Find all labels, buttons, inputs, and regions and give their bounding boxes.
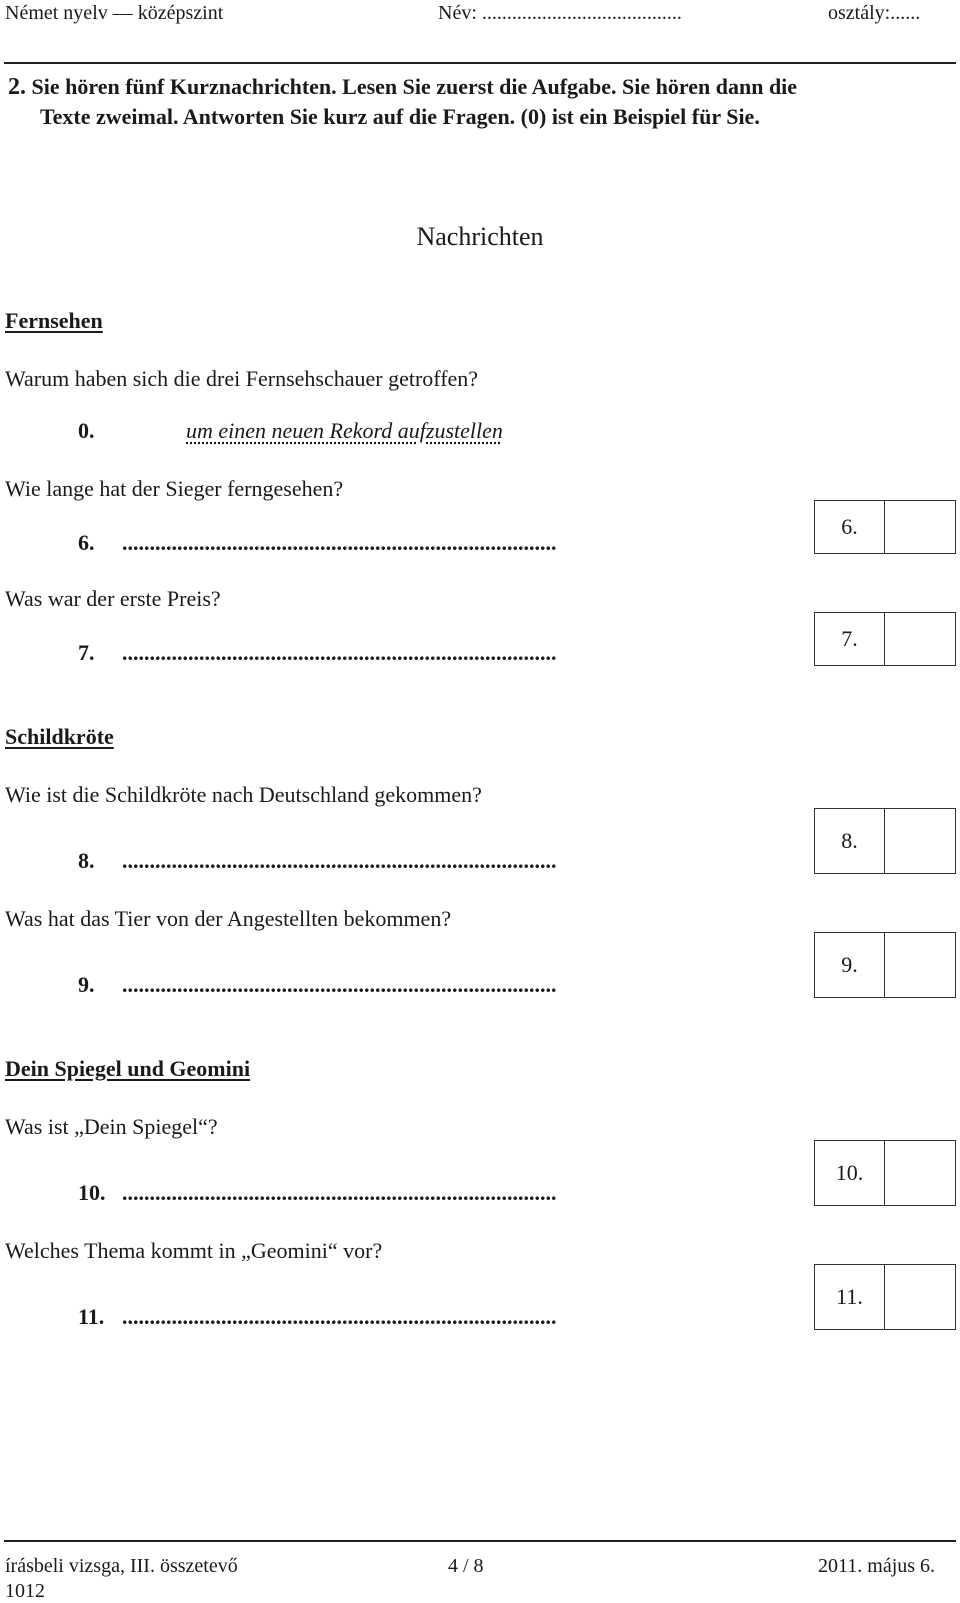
task-instruction-line1 [8,74,797,101]
score-field-7 [885,613,955,665]
answer-number-7: 7. [78,640,95,665]
answer-number-11: 11. [78,1304,105,1329]
question-8: Wie ist die Schildkröte nach Deutschland gekommen? [5,782,482,807]
header-subject: Német nyelv — középszint [5,2,224,24]
score-field-8 [885,809,955,873]
footer-code: 1012 [5,1580,45,1602]
header-name-field: Név: ........................................ [438,2,682,24]
question-7: Was war der erste Preis? [5,586,221,611]
answer-number-10: 10. [78,1180,106,1205]
page-title: Nachrichten [416,222,544,251]
question-11: Welches Thema kommt in „Geomini“ vor? [5,1238,383,1263]
section-heading-schildkroete: Schildkröte [5,724,114,749]
footer-page-number: 4 / 8 [448,1555,484,1577]
score-field-10 [885,1141,955,1205]
example-number: 0. [78,418,95,443]
answer-number-9: 9. [78,972,95,997]
answer-line-6[interactable]: ............................................................................... [122,530,557,555]
section-heading-dein-spiegel-geomini: Dein Spiegel und Geomini [5,1056,251,1081]
score-box-6 [814,500,956,554]
answer-number-8: 8. [78,848,95,873]
answer-line-9[interactable]: ............................................................................... [122,972,557,997]
score-field-11 [885,1265,955,1329]
task-text-line1: Sie hören fünf Kurznachrichten. Lesen Sie zuerst die Aufgabe. Sie hören dann die [31,74,798,99]
task-text-line2: Texte zweimal. Antworten Sie kurz auf die Fragen. (0) ist ein Beispiel für Sie. [40,104,760,129]
answer-line-7[interactable]: ............................................................................... [122,640,557,665]
score-label-7: 7. [815,613,885,665]
score-box-7 [814,612,956,666]
header-class-field: osztály:...... [828,2,921,24]
question-0: Warum haben sich die drei Fernsehschauer getroffen? [5,366,479,391]
score-label-11: 11. [815,1265,885,1329]
question-6: Wie lange hat der Sieger ferngesehen? [5,476,344,501]
score-label-8: 8. [815,809,885,873]
section-heading-fernsehen: Fernsehen [5,308,103,333]
score-label-6: 6. [815,501,885,553]
footer-divider [4,1540,956,1542]
score-label-10: 10. [815,1141,885,1205]
score-box-9 [814,932,956,998]
answer-line-8[interactable]: ............................................................................... [122,848,557,873]
score-box-8 [814,808,956,874]
score-label-9: 9. [815,933,885,997]
header-divider [4,62,956,64]
score-box-10 [814,1140,956,1206]
example-answer: um einen neuen Rekord aufzustellen [186,418,503,443]
footer-date: 2011. május 6. [818,1555,936,1577]
question-10: Was ist „Dein Spiegel“? [5,1114,218,1139]
footer-exam-label: írásbeli vizsga, III. összetevő [5,1555,238,1577]
task-number: 2. [8,74,26,100]
answer-line-11[interactable]: ............................................................................... [122,1304,557,1329]
question-9: Was hat das Tier von der Angestellten bekommen? [5,906,452,931]
score-field-9 [885,933,955,997]
answer-number-6: 6. [78,530,95,555]
score-box-11 [814,1264,956,1330]
score-field-6 [885,501,955,553]
answer-line-10[interactable]: ............................................................................... [122,1180,557,1205]
